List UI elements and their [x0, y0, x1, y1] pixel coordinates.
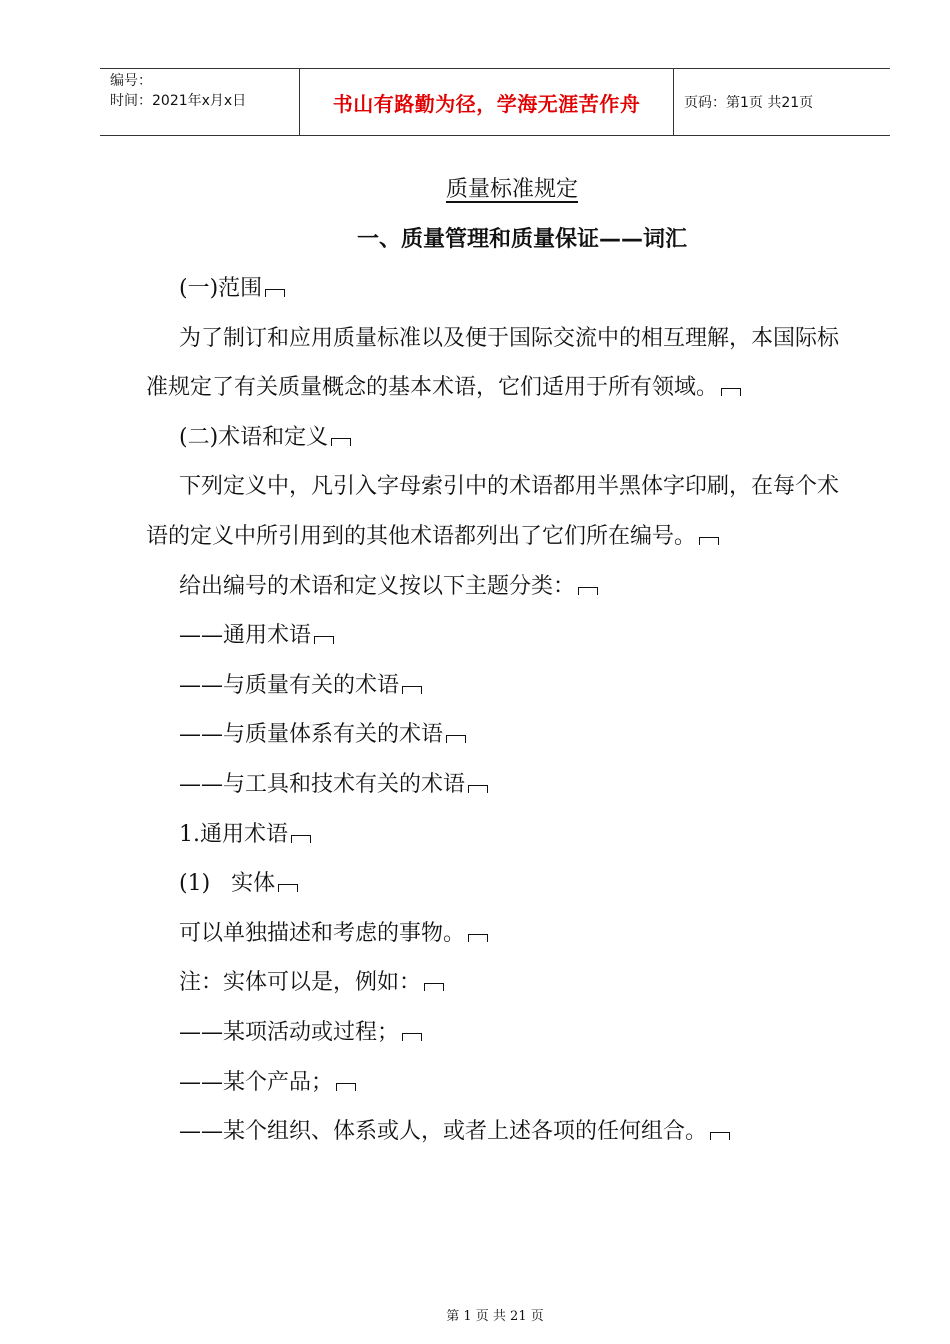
- list-item: [146, 1058, 850, 1108]
- document-title: [0, 172, 950, 203]
- document-title-text: 质量标准规定: [445, 177, 578, 202]
- paragraph: [146, 413, 850, 463]
- paragraph: [146, 810, 850, 860]
- paragraph-mark-icon: [468, 934, 488, 942]
- paragraph: [146, 859, 850, 909]
- paragraph: [146, 264, 850, 314]
- paragraph-mark-icon: [721, 388, 741, 396]
- header-motto: 书山有路勤为径，学海无涯苦作舟: [300, 69, 674, 135]
- paragraph-mark-icon: [402, 686, 422, 694]
- paragraph: [146, 909, 850, 959]
- paragraph-text: (一)范围: [179, 276, 263, 301]
- paragraph-mark-icon: [578, 587, 598, 595]
- paragraph: [146, 562, 850, 612]
- header-page-info: 页码：第1页 共21页: [684, 95, 814, 111]
- list-item: [146, 661, 850, 711]
- paragraph-text: ——与质量体系有关的术语: [179, 722, 444, 748]
- paragraph-text: 注：实体可以是，例如：: [179, 970, 422, 996]
- paragraph-text: (二)术语和定义: [179, 424, 329, 450]
- list-item: [146, 1008, 850, 1058]
- paragraph-text: ——与质量有关的术语: [179, 672, 400, 698]
- paragraph-mark-icon: [331, 438, 351, 446]
- paragraph-mark-icon: [468, 785, 488, 793]
- paragraph-mark-icon: [278, 884, 298, 892]
- paragraph-mark-icon: [291, 835, 311, 843]
- paragraph-text: 给出编号的术语和定义按以下主题分类：: [179, 573, 576, 599]
- paragraph-text: 1.通用术语: [179, 821, 288, 847]
- paragraph-mark-icon: [710, 1132, 730, 1140]
- paragraph-text: 为了制订和应用质量标准以及便于国际交流中的相互理解，本国际标准规定了有关质量概念的基本术语，它们适用于所有领域。: [146, 325, 840, 401]
- list-item: [146, 1107, 850, 1157]
- list-item: [146, 710, 850, 760]
- header-meta: [100, 69, 300, 135]
- paragraph: [146, 314, 850, 413]
- paragraph-text: ——某项活动或过程；: [179, 1019, 400, 1045]
- paragraph: [146, 958, 850, 1008]
- paragraph-text: (1) 实体: [179, 871, 276, 897]
- paragraph-mark-icon: [402, 1033, 422, 1041]
- paragraph-text: ——与工具和技术有关的术语: [179, 771, 466, 797]
- page-header: [100, 68, 890, 136]
- paragraph-text: 下列定义中，凡引入字母索引中的术语都用半黑体字印刷，在每个术语的定义中所引用到的其他术语都列出了它们所在编号。: [146, 474, 840, 549]
- document-date: 时间：2021年x月x日: [110, 93, 247, 109]
- list-item: [146, 611, 850, 661]
- paragraph-text: ——通用术语: [179, 623, 312, 649]
- paragraph-text: ——某个产品；: [179, 1069, 334, 1095]
- document-number-label: 编号：: [110, 73, 152, 89]
- section-heading: 一、质量管理和质量保证——词汇: [356, 227, 687, 252]
- page-footer: 第 1 页 共 21 页: [446, 1309, 544, 1324]
- paragraph: [146, 462, 850, 561]
- paragraph-mark-icon: [336, 1083, 356, 1091]
- list-item: [146, 760, 850, 810]
- paragraph-mark-icon: [446, 735, 466, 743]
- paragraph-text: 可以单独描述和考虑的事物。: [179, 920, 466, 946]
- paragraph-mark-icon: [314, 636, 334, 644]
- paragraph-mark-icon: [699, 537, 719, 545]
- paragraph-mark-icon: [265, 289, 285, 297]
- paragraph-text: ——某个组织、体系或人，或者上述各项的任何组合。: [179, 1119, 708, 1145]
- document-body: [146, 264, 850, 1157]
- paragraph-mark-icon: [424, 983, 444, 991]
